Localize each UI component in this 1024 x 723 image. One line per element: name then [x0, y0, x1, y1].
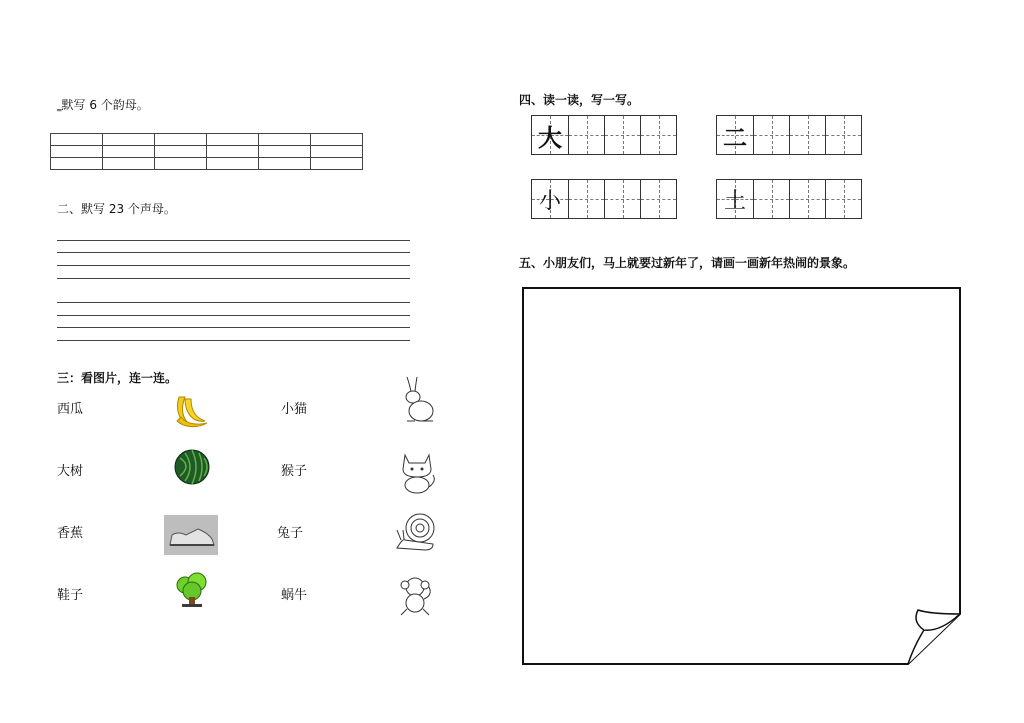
word-snail[interactable]: 蜗牛	[281, 588, 308, 603]
model-character: 小	[538, 188, 561, 214]
word-kitten[interactable]: 小猫	[281, 402, 308, 417]
banana-picture[interactable]	[171, 391, 211, 431]
grid-cell[interactable]	[51, 146, 103, 158]
word-tree[interactable]: 大树	[57, 464, 84, 479]
grid-cell[interactable]	[259, 134, 311, 146]
watermelon-picture[interactable]	[173, 448, 211, 486]
cat-picture[interactable]	[397, 451, 437, 495]
writing-line[interactable]	[57, 302, 410, 303]
rabbit-picture[interactable]	[395, 375, 439, 427]
writing-line[interactable]	[57, 315, 410, 316]
grid-cell[interactable]	[311, 146, 363, 158]
grid-cell[interactable]	[259, 158, 311, 170]
section1-marker: ‗	[57, 102, 62, 112]
writing-line[interactable]	[57, 340, 410, 341]
practice-cell[interactable]	[568, 116, 604, 154]
writing-line[interactable]	[57, 327, 410, 328]
writing-line[interactable]	[57, 240, 410, 241]
practice-cell[interactable]	[825, 180, 861, 218]
grid-cell[interactable]	[51, 158, 103, 170]
practice-cell[interactable]	[640, 180, 676, 218]
practice-cell[interactable]	[789, 180, 825, 218]
grid-cell[interactable]	[311, 134, 363, 146]
practice-cell[interactable]	[825, 116, 861, 154]
practice-cell[interactable]	[640, 116, 676, 154]
word-shoes[interactable]: 鞋子	[57, 588, 84, 603]
section4-title: 四、读一读，写一写。	[519, 93, 640, 107]
writing-grid-xiao[interactable]	[531, 179, 677, 219]
word-banana[interactable]: 香蕉	[57, 526, 84, 541]
section2-title: 二、默写 23 个声母。	[57, 202, 176, 216]
grid-row	[51, 158, 363, 170]
practice-cell[interactable]	[789, 116, 825, 154]
grid-cell[interactable]	[311, 158, 363, 170]
grid-cell[interactable]	[207, 134, 259, 146]
grid-cell[interactable]	[103, 134, 155, 146]
practice-cell[interactable]	[568, 180, 604, 218]
writing-line[interactable]	[57, 252, 410, 253]
word-monkey[interactable]: 猴子	[281, 464, 308, 479]
grid-cell[interactable]	[103, 146, 155, 158]
snail-picture[interactable]	[395, 508, 437, 554]
writing-line[interactable]	[57, 278, 410, 279]
grid-cell[interactable]	[207, 158, 259, 170]
grid-cell[interactable]	[259, 146, 311, 158]
grid-cell[interactable]	[155, 134, 207, 146]
model-character: 二	[723, 123, 747, 152]
shoe-picture[interactable]	[164, 515, 218, 555]
section1-title: ‗默写 6 个韵母。	[57, 98, 149, 112]
grid-row	[51, 134, 363, 146]
practice-cell[interactable]	[753, 116, 789, 154]
model-character: 大	[538, 123, 562, 152]
grid-cell[interactable]	[155, 158, 207, 170]
practice-cell[interactable]	[753, 180, 789, 218]
writing-line[interactable]	[57, 265, 410, 266]
grid-row	[51, 146, 363, 158]
grid-cell[interactable]	[207, 146, 259, 158]
grid-cell[interactable]	[103, 158, 155, 170]
vowel-writing-grid[interactable]	[50, 133, 363, 170]
writing-grid-er[interactable]	[716, 115, 862, 155]
section5-title: 五、小朋友们，马上就要过新年了，请画一画新年热闹的景象。	[519, 256, 856, 270]
word-watermelon[interactable]: 西瓜	[57, 402, 84, 417]
monkey-picture[interactable]	[395, 575, 435, 617]
grid-cell[interactable]	[155, 146, 207, 158]
section3-title: 三：看图片，连一连。	[57, 371, 178, 385]
writing-grid-tu[interactable]	[716, 179, 862, 219]
drawing-area[interactable]	[520, 284, 965, 668]
writing-grid-da[interactable]	[531, 115, 677, 155]
grid-cell[interactable]	[51, 134, 103, 146]
tree-picture[interactable]	[173, 571, 211, 609]
word-rabbit[interactable]: 兔子	[277, 526, 304, 541]
practice-cell[interactable]	[604, 180, 640, 218]
practice-cell[interactable]	[604, 116, 640, 154]
model-character: 土	[723, 188, 746, 214]
